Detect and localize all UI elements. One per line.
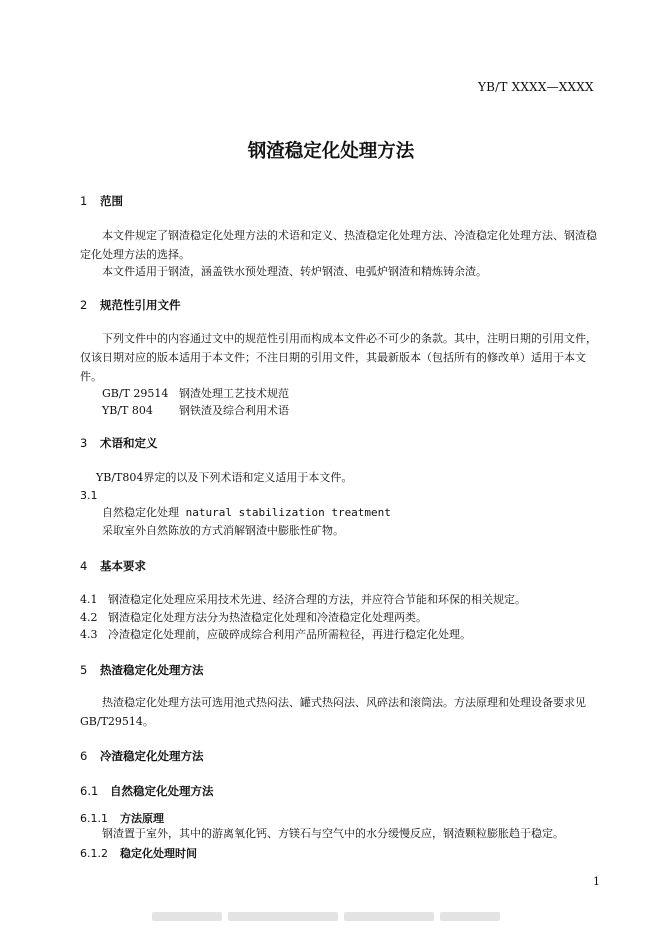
section-number: 5 [80,663,88,677]
section-title: 热渣稳定化处理方法 [100,663,204,677]
section-5-paragraph: 热渣稳定化处理方法可选用池式热闷法、罐式热闷法、风碎法和滚筒法。方法原理和处理设备要求见 GB/T29514。 [80,696,586,728]
section-title: 基本要求 [100,559,146,573]
section-2-heading [80,297,181,313]
section-1-heading [80,193,123,209]
section-number: 3 [80,436,88,450]
item-number: 4.1 [80,593,98,606]
section-title: 冷渣稳定化处理方法 [100,749,204,763]
section-number: 6 [80,749,88,763]
section-1-paragraph-1: 本文件规定了钢渣稳定化处理方法的术语和定义、热渣稳定化处理方法、冷渣稳定化处理方法、钢渣稳定化处理方法的选择。 [80,229,597,261]
section-title: 范围 [100,194,123,208]
section-title: 方法原理 [120,812,164,825]
term-number: 3.1 [80,489,98,502]
reference-code: YB/T 804 [102,404,153,417]
section-title: 自然稳定化处理方法 [110,784,214,798]
requirement-item [80,625,471,644]
section-number: 4 [80,559,88,573]
section-title: 稳定化处理时间 [120,847,197,860]
document-code: YB/T XXXX—XXXX [478,80,594,94]
section-number: 1 [80,194,88,208]
section-title: 规范性引用文件 [100,298,181,312]
section-number: 6.1.1 [80,812,108,825]
reference-code: GB/T 29514 [102,387,169,400]
item-number: 4.3 [80,628,98,641]
section-3-heading [80,435,158,451]
section-5-heading [80,662,204,678]
document-title: 钢渣稳定化处理方法 [247,141,415,162]
section-title: 术语和定义 [100,436,158,450]
reference-title: 钢渣处理工艺技术规范 [179,387,289,400]
reference-title: 钢铁渣及综合利用术语 [179,404,289,417]
section-number: 2 [80,298,88,312]
section-6-heading [80,748,204,764]
term-name: 自然稳定化处理 natural stabilization treatment [102,506,391,519]
page-number: 1 [593,875,600,888]
subsection-6-1-2-heading [80,845,197,861]
footer-watermark [152,906,512,924]
item-text: 冷渣稳定化处理前，应破碎成综合利用产品所需粒径，再进行稳定化处理。 [108,628,471,641]
section-1-paragraph-2: 本文件适用于钢渣，涵盖铁水预处理渣、转炉钢渣、电弧炉钢渣和精炼铸余渣。 [102,265,487,278]
requirement-item [80,590,526,609]
item-number: 4.2 [80,611,98,624]
item-text: 钢渣稳定化处理应采用技术先进、经济合理的方法，并应符合节能和环保的相关规定。 [108,593,526,606]
section-3-intro: YB/T804界定的以及下列术语和定义适用于本文件。 [96,471,353,484]
section-4-heading [80,558,146,574]
subsection-6-1-heading [80,783,214,799]
section-number: 6.1 [80,784,99,798]
item-text: 钢渣稳定化处理方法分为热渣稳定化处理和冷渣稳定化处理两类。 [108,611,427,624]
section-2-paragraph: 下列文件中的内容通过文中的规范性引用而构成本文件必不可少的条款。其中，注明日期的引用文件，仅该日期对应的版本适用于本文件；不注日期的引用文件，其最新版本（包括所有的修改单）适用于本文件。 [80,332,597,383]
term-definition: 采取室外自然陈放的方式消解钢渣中膨胀性矿物。 [102,524,344,537]
section-number: 6.1.2 [80,847,108,860]
reference-item [102,401,289,420]
subsection-6-1-1-text: 钢渣置于室外，其中的游离氧化钙、方镁石与空气中的水分缓慢反应，钢渣颗粒膨胀趋于稳定。 [102,827,564,840]
